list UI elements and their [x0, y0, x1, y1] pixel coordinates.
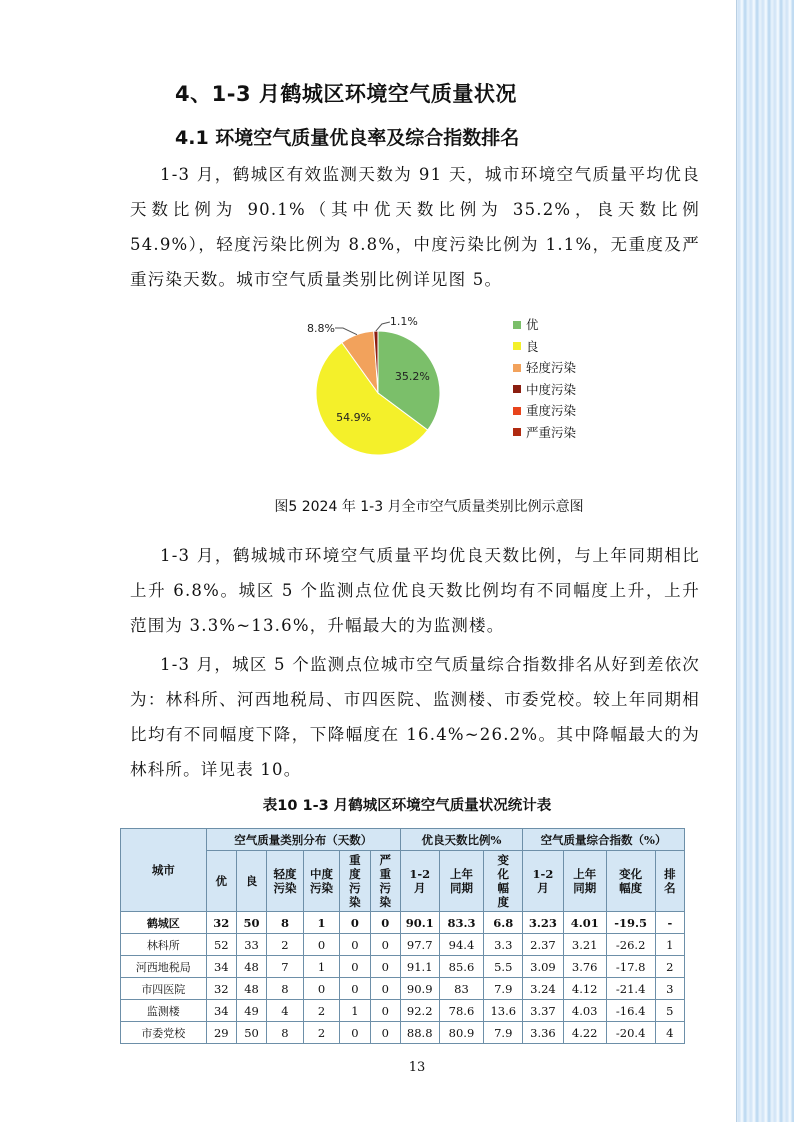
figure-caption: 图5 2024 年 1-3 月全市空气质量类别比例示意图	[274, 499, 584, 515]
table-cell: 8	[267, 912, 304, 934]
paragraph-ranking-text: 1-3 月，城区 5 个监测点位城市空气质量综合指数排名从好到差依次为：林科所、河西地税局、市四医院、监测楼、市委党校。较上年同期相比均有不同幅度下降，下降幅度在 16.4%~26.2%。其中降幅最大的为林科所。详见表 10。	[130, 655, 700, 779]
table-cell: 1	[303, 956, 340, 978]
table-cell: 50	[236, 1022, 266, 1044]
table-cell: 13.6	[484, 1000, 523, 1022]
table-cell: 29	[206, 1022, 236, 1044]
legend-item	[513, 400, 576, 422]
table-cell: 8	[267, 1022, 304, 1044]
row-city-cell: 林科所	[121, 934, 207, 956]
sub-header-cell: 1-2 月	[400, 851, 439, 912]
legend-item	[513, 314, 576, 336]
table-row	[121, 956, 685, 978]
table-cell: 0	[370, 956, 400, 978]
paragraph-trend-text: 1-3 月，鹤城城市环境空气质量平均优良天数比例，与上年同期相比上升 6.8%。城区 5 个监测点位优良天数比例均有不同幅度上升，上升范围为 3.3%~13.6%，升幅最大的为监测楼。	[130, 546, 700, 635]
paragraph-ranking	[130, 647, 700, 787]
sub-header-cell: 轻度 污染	[267, 851, 304, 912]
table-cell: 91.1	[400, 956, 439, 978]
table-cell: 92.2	[400, 1000, 439, 1022]
table-cell: 7.9	[484, 978, 523, 1000]
sub-header-cell: 上年 同期	[439, 851, 484, 912]
pie-data-label: 54.9%	[336, 410, 372, 424]
table-cell: 80.9	[439, 1022, 484, 1044]
pie-data-label: 35.2%	[394, 369, 430, 383]
table-cell: 2	[303, 1000, 340, 1022]
legend-swatch	[513, 407, 521, 415]
table-cell: 8	[267, 978, 304, 1000]
legend-item	[513, 379, 576, 401]
table-cell: 0	[370, 1022, 400, 1044]
table-cell: 90.9	[400, 978, 439, 1000]
table-cell: 0	[340, 956, 370, 978]
page-number: 13	[408, 1060, 426, 1075]
table-row	[121, 1000, 685, 1022]
label-leader-line	[376, 322, 390, 331]
table-cell: 3.23	[523, 912, 564, 934]
legend-swatch	[513, 385, 521, 393]
table-cell: 0	[340, 934, 370, 956]
table-cell: 0	[370, 912, 400, 934]
table-cell: -26.2	[606, 934, 655, 956]
table-cell: 0	[340, 1022, 370, 1044]
table-cell: 88.8	[400, 1022, 439, 1044]
table-cell: 3.3	[484, 934, 523, 956]
header-group-ratio: 优良天数比例%	[400, 829, 522, 851]
table-cell: 50	[236, 912, 266, 934]
paragraph-trend	[130, 538, 700, 643]
table-cell: 4	[655, 1022, 684, 1044]
table-cell: 90.1	[400, 912, 439, 934]
table-cell: 83.3	[439, 912, 484, 934]
sub-header-cell: 重 度 污 染	[340, 851, 370, 912]
sub-header-cell: 变化 幅度	[606, 851, 655, 912]
table-cell: 2	[267, 934, 304, 956]
row-city-cell: 鹤城区	[121, 912, 207, 934]
sub-header-cell: 1-2 月	[523, 851, 564, 912]
table-cell: 7	[267, 956, 304, 978]
legend-item	[513, 336, 576, 358]
sub-header-cell: 严 重 污 染	[370, 851, 400, 912]
header-group-index: 空气质量综合指数（%）	[523, 829, 685, 851]
sub-header-cell: 排 名	[655, 851, 684, 912]
table-row	[121, 1022, 685, 1044]
table-cell: 7.9	[484, 1022, 523, 1044]
table-cell: -20.4	[606, 1022, 655, 1044]
section-heading: 4、1-3 月鹤城区环境空气质量状况	[175, 82, 517, 106]
table-cell: 0	[340, 978, 370, 1000]
table-cell: 0	[303, 934, 340, 956]
table-cell: -21.4	[606, 978, 655, 1000]
table-row	[121, 934, 685, 956]
sub-header-cell: 中度 污染	[303, 851, 340, 912]
table-row	[121, 912, 685, 934]
table-cell: 32	[206, 978, 236, 1000]
header-city: 城市	[121, 829, 207, 912]
table-cell: 48	[236, 956, 266, 978]
table-cell: 0	[370, 934, 400, 956]
table-cell: 32	[206, 912, 236, 934]
table-cell: 94.4	[439, 934, 484, 956]
legend-swatch	[513, 342, 521, 350]
pie-data-label: 8.8%	[307, 322, 335, 335]
table-cell: 85.6	[439, 956, 484, 978]
binding-edge-line	[736, 0, 737, 1122]
table-cell: 5	[655, 1000, 684, 1022]
legend-item	[513, 422, 576, 444]
table-cell: -	[655, 912, 684, 934]
table-cell: 3.37	[523, 1000, 564, 1022]
table-row	[121, 978, 685, 1000]
table-cell: 49	[236, 1000, 266, 1022]
legend-label: 轻度污染	[526, 360, 577, 375]
table-cell: 3	[655, 978, 684, 1000]
legend-swatch	[513, 428, 521, 436]
table-cell: 3.76	[563, 956, 606, 978]
binding-edge-stripe	[736, 0, 794, 1122]
legend-label: 优	[526, 317, 539, 332]
table-cell: 0	[370, 1000, 400, 1022]
table-cell: 4.12	[563, 978, 606, 1000]
table-cell: 3.24	[523, 978, 564, 1000]
table-body	[121, 912, 685, 1044]
table-cell: -17.8	[606, 956, 655, 978]
sub-header-cell: 上年 同期	[563, 851, 606, 912]
legend-swatch	[513, 364, 521, 372]
legend-label: 中度污染	[526, 381, 577, 397]
table-cell: 1	[655, 934, 684, 956]
table-cell: 52	[206, 934, 236, 956]
table-cell: 97.7	[400, 934, 439, 956]
table-cell: 0	[340, 912, 370, 934]
table-cell: 3.09	[523, 956, 564, 978]
table-cell: 4.03	[563, 1000, 606, 1022]
table-cell: 78.6	[439, 1000, 484, 1022]
chart-legend	[513, 314, 576, 443]
legend-label: 严重污染	[526, 424, 577, 440]
table-cell: 1	[340, 1000, 370, 1022]
paragraph-overview-text: 1-3 月，鹤城区有效监测天数为 91 天，城市环境空气质量平均优良天数比例为 90.1%（其中优天数比例为 35.2%，良天数比例 54.9%），轻度污染比例为 8.8%，中度污染比例为 1.1%，无重度及严重污染天数。城市空气质量类别比例详见图 5。	[130, 165, 700, 289]
legend-item	[513, 357, 576, 379]
table-cell: 4	[267, 1000, 304, 1022]
legend-label: 良	[526, 338, 539, 354]
table-cell: 2	[303, 1022, 340, 1044]
sub-header-cell: 良	[236, 851, 266, 912]
table-cell: 4.01	[563, 912, 606, 934]
table-cell: 1	[303, 912, 340, 934]
table-cell: 0	[370, 978, 400, 1000]
sub-header-cell: 优	[206, 851, 236, 912]
air-quality-stats-table	[120, 828, 685, 1044]
header-group-days: 空气质量类别分布（天数）	[206, 829, 400, 851]
table-cell: 3.36	[523, 1022, 564, 1044]
table-caption: 表10 1-3 月鹤城区环境空气质量状况统计表	[262, 798, 552, 814]
table-cell: 6.8	[484, 912, 523, 934]
legend-label: 重度污染	[526, 403, 577, 418]
table-cell: 34	[206, 956, 236, 978]
sub-header-cell: 变 化 幅 度	[484, 851, 523, 912]
pie-data-label: 1.1%	[389, 315, 418, 328]
subsection-heading: 4.1 环境空气质量优良率及综合指数排名	[175, 127, 520, 149]
table-cell: 5.5	[484, 956, 523, 978]
paragraph-overview	[130, 157, 700, 297]
row-city-cell: 河西地税局	[121, 956, 207, 978]
row-city-cell: 市四医院	[121, 978, 207, 1000]
table-cell: -16.4	[606, 1000, 655, 1022]
label-leader-line	[335, 328, 357, 335]
table-cell: 2.37	[523, 934, 564, 956]
row-city-cell: 市委党校	[121, 1022, 207, 1044]
legend-swatch	[513, 321, 521, 329]
table-cell: 83	[439, 978, 484, 1000]
table-cell: 0	[303, 978, 340, 1000]
table-cell: 33	[236, 934, 266, 956]
table-cell: 48	[236, 978, 266, 1000]
table-cell: -19.5	[606, 912, 655, 934]
table-cell: 4.22	[563, 1022, 606, 1044]
table-cell: 3.21	[563, 934, 606, 956]
table-cell: 34	[206, 1000, 236, 1022]
row-city-cell: 监测楼	[121, 1000, 207, 1022]
table-cell: 2	[655, 956, 684, 978]
